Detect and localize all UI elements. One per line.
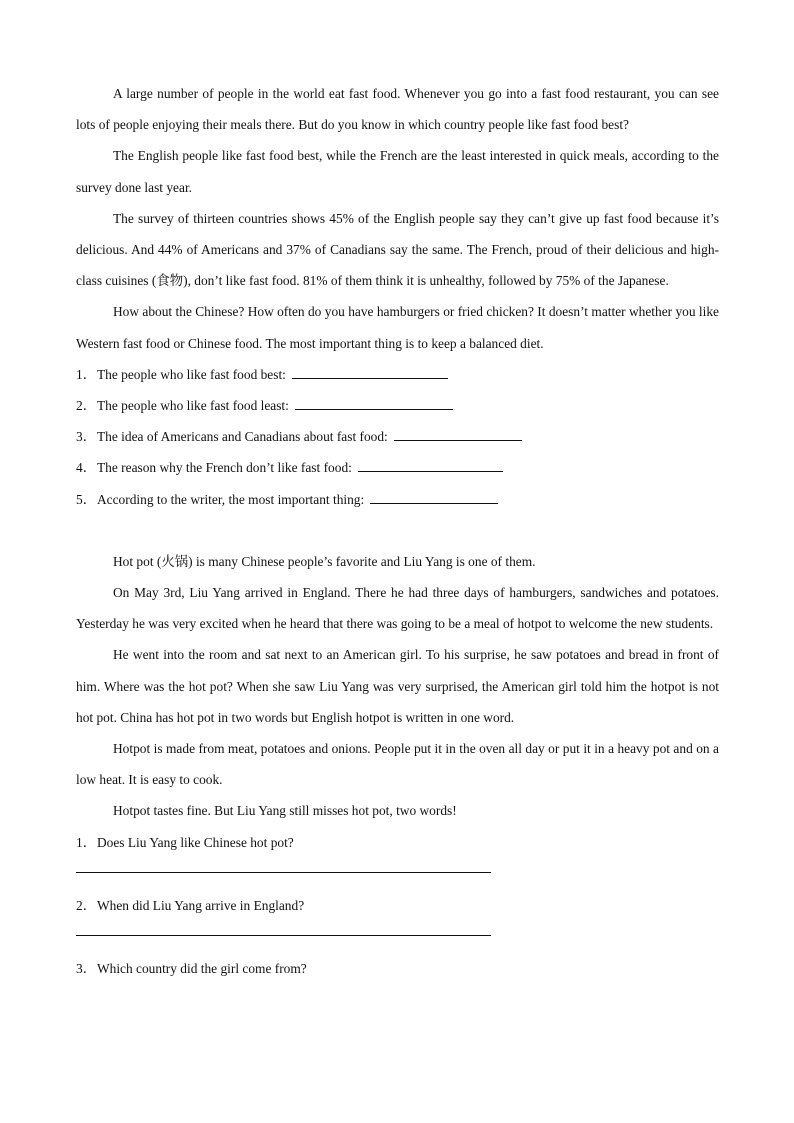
passage-1-question-5 [76,484,719,515]
passage-2-paragraph-4: Hotpot is made from meat, potatoes and onions. People put it in the oven all day or put it in a heavy pot and on a low heat. It is easy to cook. [76,741,719,788]
question-text: When did Liu Yang arrive in England? [97,897,305,913]
passage-2-paragraph-5: Hotpot tastes fine. But Liu Yang still misses hot pot, two words! [113,803,457,819]
question-text: Which country did the girl come from? [97,961,307,977]
question-number: 1． [76,366,97,382]
passage-1-question-1 [76,359,719,390]
passage-1-question-2 [76,390,719,421]
passage-2-paragraph-2: On May 3rd, Liu Yang arrived in England. There he had three days of hamburgers, sandwiches and potatoes. Yesterday he was very excited when he heard that there was going to be a meal of hotpot to welcome the new students. [76,585,719,632]
passage-2 [76,546,719,984]
question-number: 5． [76,491,97,507]
answer-blank[interactable] [370,493,498,504]
passage-1-question-4 [76,452,719,483]
passage-1-paragraph-1: A large number of people in the world eat fast food. Whenever you go into a fast food restaurant, you can see lots of people enjoying their meals there. But do you know in which country people like fast food best? [76,86,719,133]
passage-2-paragraph-3: He went into the room and sat next to an American girl. To his surprise, he saw potatoes and bread in front of him. Where was the hot pot? When she saw Liu Yang was very surprised, the American girl told him the hotpot is not hot pot. China has hot pot in two words but English hotpot is written in one word. [76,647,719,725]
passage-1-paragraph-4: How about the Chinese? How often do you have hamburgers or fried chicken? It doesn’t matter whether you like Western fast food or Chinese food. The most important thing is to keep a balanced diet. [76,304,719,351]
question-number: 1． [76,834,97,850]
section-spacer [76,515,719,546]
answer-blank[interactable] [394,430,522,441]
question-number: 3． [76,961,97,977]
answer-blank[interactable] [358,461,503,472]
question-text: The reason why the French don’t like fast food: [97,460,352,476]
question-text: The idea of Americans and Canadians about fast food: [97,429,388,445]
passage-2-question-3 [76,953,719,984]
question-number: 2． [76,398,97,414]
question-number: 2． [76,897,97,913]
answer-blank[interactable] [292,368,448,379]
passage-1-question-3 [76,421,719,452]
answer-line[interactable] [76,935,491,936]
passage-2-paragraph-1: Hot pot (火锅) is many Chinese people’s favorite and Liu Yang is one of them. [113,553,536,569]
passage-1 [76,78,719,515]
passage-2-question-1 [76,827,719,858]
answer-blank[interactable] [295,399,453,410]
worksheet-page [76,78,719,984]
answer-line[interactable] [76,872,491,873]
question-number: 4． [76,460,97,476]
question-number: 3． [76,429,97,445]
question-text: The people who like fast food best: [97,366,286,382]
question-text: The people who like fast food least: [97,398,289,414]
passage-1-paragraph-2: The English people like fast food best, while the French are the least interested in quick meals, according to the survey done last year. [76,148,719,195]
question-text: Does Liu Yang like Chinese hot pot? [97,834,294,850]
question-text: According to the writer, the most important thing: [97,491,365,507]
passage-1-paragraph-3: The survey of thirteen countries shows 45% of the English people say they can’t give up fast food because it’s delicious. And 44% of Americans and 37% of Canadians say the same. The French, proud of their delicious and high-class cuisines (食物), don’t like fast food. 81% of them think it is unhealthy, followed by 75% of the Japanese. [76,210,719,289]
passage-2-question-2 [76,890,719,921]
